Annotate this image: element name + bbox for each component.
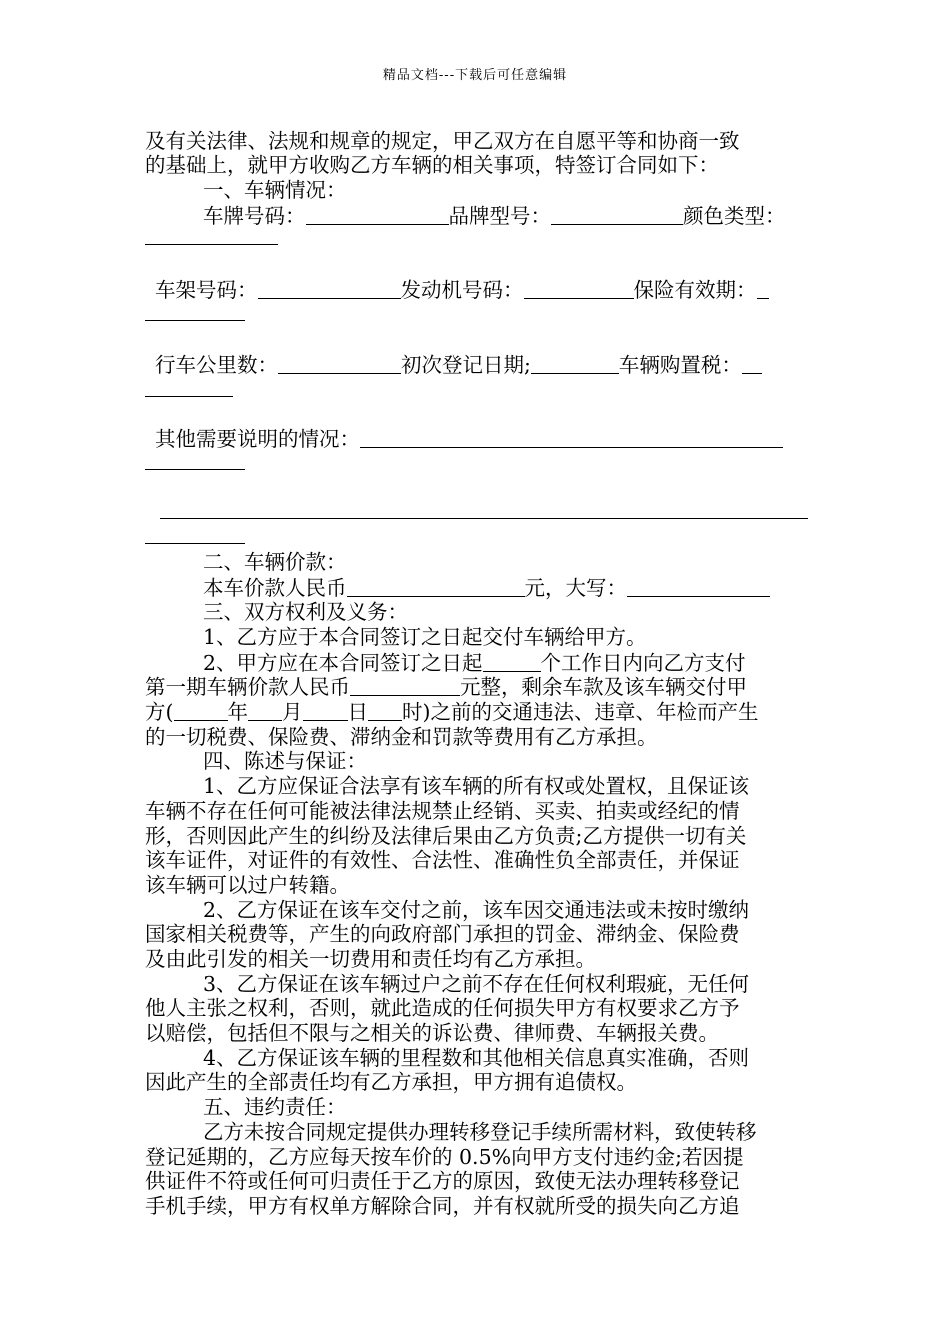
price-amount-blank: [347, 576, 525, 597]
s5-p1-line-1: 乙方未按合同规定提供办理转移登记手续所需材料，致使转移: [203, 1120, 757, 1144]
s4-p4-line-2: 因此产生的全部责任均有乙方承担，甲方拥有追债权。: [145, 1070, 637, 1094]
other-info-blank-2: [145, 469, 245, 470]
mileage-blank: [278, 353, 401, 374]
workday-blank: [483, 651, 541, 672]
price-capital-label: 元，大写：: [524, 576, 627, 600]
insurance-blank: [145, 320, 245, 321]
s3-p2-text-c: 第一期车辆价款人民币: [145, 675, 350, 699]
hour-blank: [368, 700, 402, 721]
mileage-label: 行车公里数：: [155, 353, 278, 377]
vehicle-row-2: [155, 277, 769, 303]
s4-p2-line-3: 及由此引发的相关一切费用和责任均有乙方承担。: [145, 947, 596, 971]
purchase-tax-blank-start: [742, 353, 762, 374]
s3-p2-text-a: 2、甲方应在本合同签订之日起: [203, 651, 483, 675]
s3-paragraph-2-line-2: [145, 674, 747, 700]
color-label: 颜色类型：: [683, 204, 786, 228]
month-label: 月: [282, 700, 303, 724]
s5-p1-line-3: 供证件不符或任何可归责任于乙方的原因，致使无法办理转移登记: [145, 1169, 740, 1193]
other-info-blank: [360, 427, 783, 448]
s4-p1-line-4: 该车证件，对证件的有效性、合法性、准确性负全部责任，并保证: [145, 848, 740, 872]
other-info-blank-3: [160, 518, 808, 519]
s4-p1-line-3: 形，否则因此产生的纠纷及法律后果由乙方负责;乙方提供一切有关: [145, 824, 747, 848]
vin-label: 车架号码：: [155, 278, 258, 302]
intro-line-1: 及有关法律、法规和规章的规定，甲乙双方在自愿平等和协商一致: [145, 129, 740, 153]
vehicle-row-3: [155, 352, 762, 378]
section-3-title: 三、双方权利及义务：: [203, 600, 408, 624]
brand-blank: [551, 204, 683, 225]
brand-label: 品牌型号：: [448, 204, 551, 228]
s3-paragraph-2-line-1: [203, 650, 746, 676]
plate-label: 车牌号码：: [203, 204, 306, 228]
engine-label: 发动机号码：: [400, 278, 524, 302]
first-registration-label: 初次登记日期;: [401, 353, 531, 377]
s3-p2-text-b: 个工作日内向乙方支付: [540, 651, 746, 675]
first-payment-blank: [350, 675, 460, 696]
vehicle-row-1: [203, 203, 786, 229]
first-registration-blank: [531, 353, 619, 374]
s4-p3-line-2: 他人主张之权利，否则，就此造成的任何损失甲方有权要求乙方予: [145, 996, 740, 1020]
price-label: 本车价款人民币: [203, 576, 347, 600]
month-blank: [248, 700, 282, 721]
price-line: [203, 575, 770, 601]
s5-p1-line-2: 登记延期的，乙方应每天按车价的 0.5%向甲方支付违约金;若因提: [145, 1145, 744, 1169]
insurance-label: 保险有效期：: [633, 278, 757, 302]
section-4-title: 四、陈述与保证：: [203, 749, 367, 773]
s3-p2-text-d: 元整，剩余车款及该车辆交付甲: [460, 675, 747, 699]
intro-line-2: 的基础上，就甲方收购乙方车辆的相关事项，特签订合同如下：: [145, 153, 719, 177]
day-blank: [303, 700, 348, 721]
vin-blank: [258, 278, 401, 299]
s4-p3-line-1: 3、乙方保证在该车辆过户之前不存在任何权利瑕疵，无任何: [203, 972, 750, 996]
section-1-title: 一、车辆情况：: [203, 178, 347, 202]
insurance-blank-start: [757, 278, 769, 299]
s3-paragraph-2-line-3: [145, 699, 759, 725]
s4-p2-line-2: 国家相关税费等，产生的向政府部门承担的罚金、滞纳金、保险费: [145, 922, 740, 946]
s4-p1-line-2: 车辆不存在任何可能被法律法规禁止经销、买卖、拍卖或经纪的情: [145, 799, 740, 823]
s4-p1-line-1: 1、乙方应保证合法享有该车辆的所有权或处置权，且保证该: [203, 774, 750, 798]
engine-blank: [524, 278, 634, 299]
s4-p2-line-1: 2、乙方保证在该车交付之前，该车因交通违法或未按时缴纳: [203, 898, 750, 922]
page-header: 精品文档---下载后可任意编辑: [382, 68, 568, 83]
s4-p1-line-5: 该车辆可以过户转籍。: [145, 873, 350, 897]
year-label: 年: [227, 700, 248, 724]
other-info-blank-4: [145, 543, 245, 544]
s3-p2-text-e: 方(: [145, 700, 174, 724]
purchase-tax-blank: [145, 396, 233, 397]
s3-paragraph-2-line-4: 的一切税费、保险费、滞纳金和罚款等费用有乙方承担。: [145, 725, 658, 749]
section-2-title: 二、车辆价款：: [203, 550, 347, 574]
s5-p1-line-4: 手机手续，甲方有权单方解除合同，并有权就所受的损失向乙方追: [145, 1194, 740, 1218]
s4-p3-line-3: 以赔偿，包括但不限与之相关的诉讼费、律师费、车辆报关费。: [145, 1021, 719, 1045]
purchase-tax-label: 车辆购置税：: [618, 353, 742, 377]
s3-paragraph-1: 1、乙方应于本合同签订之日起交付车辆给甲方。: [203, 625, 647, 649]
price-capital-blank: [627, 576, 770, 597]
other-info-label: 其他需要说明的情况：: [155, 427, 360, 451]
s4-p4-line-1: 4、乙方保证该车辆的里程数和其他相关信息真实准确，否则: [203, 1046, 750, 1070]
day-label: 日: [347, 700, 368, 724]
s3-p2-text-f: 时)之前的交通违法、违章、年检而产生: [402, 700, 759, 724]
plate-blank: [306, 204, 449, 225]
section-5-title: 五、违约责任：: [203, 1095, 347, 1119]
color-blank: [145, 244, 278, 245]
year-blank: [174, 700, 228, 721]
vehicle-row-4: [155, 426, 783, 452]
